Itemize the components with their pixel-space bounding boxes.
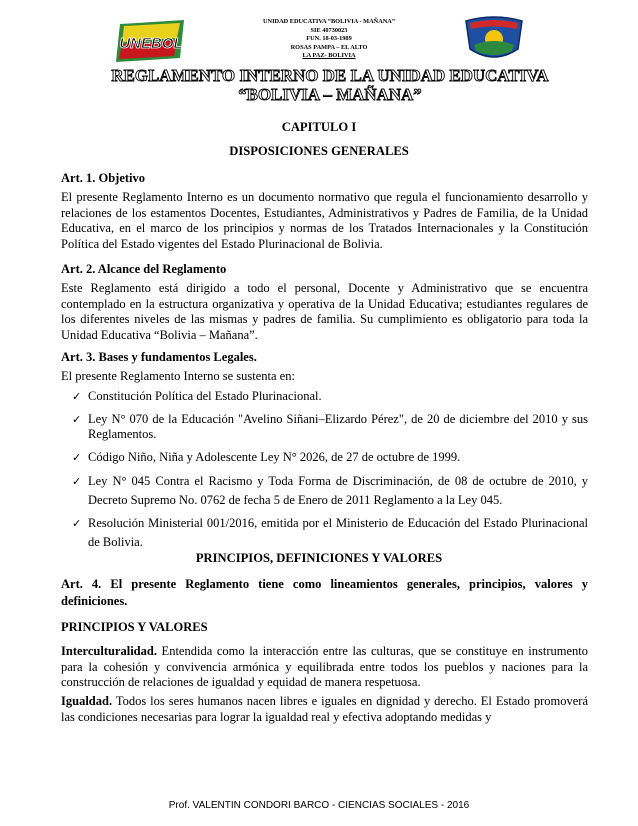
legal-bases-list xyxy=(61,389,588,552)
art1-body: El presente Reglamento Interno es un documento normativo que regula el funcionamiento desarrollo y relaciones de los estamentos Docentes, Estudiantes, Administrativos y Padres de Familia, de la Unidad Educativa, en el marco de los principios y normas de los Tratados Internacionales y la Constitución Política del Estado vigentes del Estado Plurinacional de Bolivia. xyxy=(61,190,588,251)
logo-text: UNEBOL xyxy=(119,35,183,52)
title-line-1: REGLAMENTO INTERNO DE LA UNIDAD EDUCATIVA xyxy=(111,66,549,85)
check-icon: ✓ xyxy=(72,475,82,489)
sie-code: SIE 40730023 xyxy=(310,26,348,34)
unebol-logo xyxy=(114,18,188,64)
chapter-label: CAPITULO I xyxy=(281,120,357,134)
list-item: ✓ Ley N° 045 Contra el Racismo y Toda Forma de Discriminación, de 08 de octubre de 2010, y Decreto Supremo No. 0762 de fecha 5 de Enero de 2011 Reglamento a la Ley 045. xyxy=(72,474,588,508)
igualdad-paragraph: Igualdad. Todos los seres humanos nacen libres e iguales en dignidad y derecho. El Estado promoverá las condiciones necesarias para lograr la igualdad real y efectiva adoptando medidas y xyxy=(61,694,588,724)
art2-body: Este Reglamento está dirigido a todo el personal, Docente y Administrativo que se encuentra contemplado en la estructura organizativa y operativa de la Unidad Educativa; estudiantes regulares de los diferentes niveles de las mismas y padres de familia. Su cumplimiento es obligatorio para toda la Unidad Educativa “Bolivia – Mañana”. xyxy=(61,281,588,342)
art3-intro: El presente Reglamento Interno se sustenta en: xyxy=(61,369,295,383)
list-item: ✓ Resolución Ministerial 001/2016, emitida por el Ministerio de Educación del Estado Plurinacional de Bolivia. xyxy=(72,516,588,550)
school-name: UNIDAD EDUCATIVA “BOLIVIA - MAÑANA” xyxy=(262,18,395,25)
check-icon: ✓ xyxy=(72,412,82,426)
principles-heading: PRINCIPIOS, DEFINICIONES Y VALORES xyxy=(195,551,443,565)
art3-heading: Art. 3. Bases y fundamentos Legales. xyxy=(61,350,257,364)
interculturalidad-term: Interculturalidad. xyxy=(61,644,157,658)
chapter-heading: DISPOSICIONES GENERALES xyxy=(229,144,409,158)
igualdad-term: Igualdad. xyxy=(61,694,113,708)
interculturalidad-paragraph: Interculturalidad. Entendida como la interacción entre las culturas, que se constituye en instrumento para la cohesión y convivencia armónica y equilibrada entre todos los pueblos y naciones para la construcción de relaciones de igualdad y equidad de manera respetuosa. xyxy=(61,644,588,690)
check-icon: ✓ xyxy=(72,390,82,403)
art2-heading: Art. 2. Alcance del Reglamento xyxy=(61,262,227,276)
art1-heading: Art. 1. Objetivo xyxy=(61,171,146,185)
school-header xyxy=(210,18,448,61)
school-city: LA PAZ- BOLIVIA xyxy=(302,52,356,60)
list-item: ✓ Ley N° 070 de la Educación "Avelino Siñani–Elizardo Pérez", de 20 de diciembre del 2010 y sus Reglamentos. xyxy=(72,411,588,442)
list-item: ✓ Constitución Política del Estado Plurinacional. xyxy=(72,389,322,403)
list-item: ✓ Código Niño, Niña y Adolescente Ley N° 2026, de 27 de octubre de 1999. xyxy=(72,449,461,464)
page-footer: Prof. VALENTIN CONDORI BARCO - CIENCIAS SOCIALES - 2016 xyxy=(168,800,470,811)
check-icon: ✓ xyxy=(72,517,82,531)
check-icon: ✓ xyxy=(72,450,82,464)
school-emblem xyxy=(462,15,526,63)
school-address: ROSAS PAMPA – EL ALTO xyxy=(290,43,368,51)
document-title xyxy=(70,66,590,104)
foundation-date: FUN. 18-03-1989 xyxy=(306,35,352,43)
art4-text: Art. 4. El presente Reglamento tiene como lineamientos generales, principios, valores y definiciones. xyxy=(61,577,588,608)
principles-subheading: PRINCIPIOS Y VALORES xyxy=(61,620,208,634)
title-line-2: “BOLIVIA – MAÑANA” xyxy=(238,85,422,104)
